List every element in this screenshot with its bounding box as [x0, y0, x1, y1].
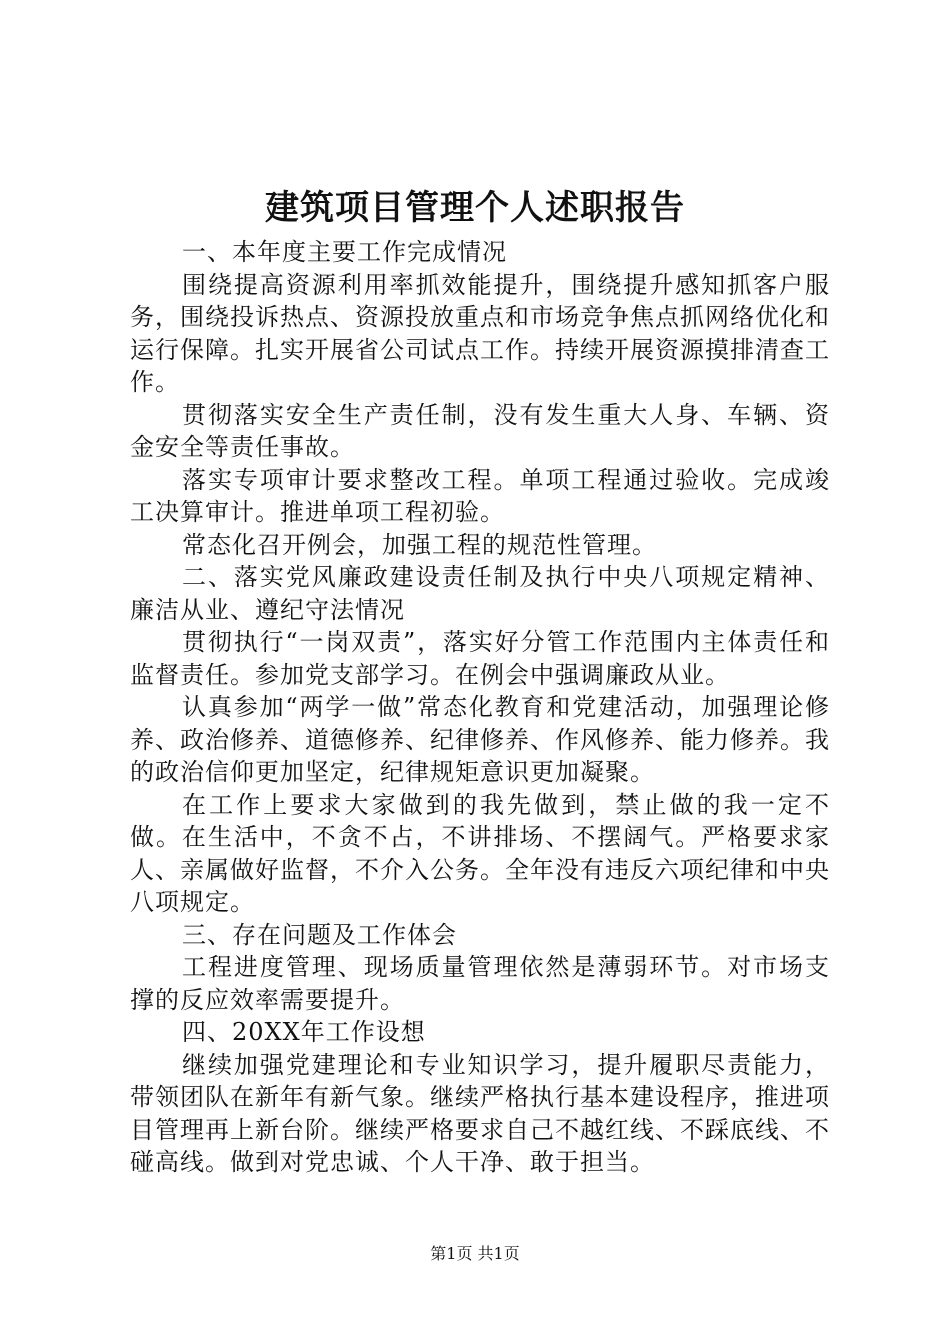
paragraph: 落实专项审计要求整改工程。单项工程通过验收。完成竣工决算审计。推进单项工程初验。: [130, 465, 830, 526]
document-body: [130, 236, 830, 1179]
paragraph: 认真参加“两学一做”常态化教育和党建活动，加强理论修养、政治修养、道德修养、纪律修养、作风修养、能力修养。我的政治信仰更加坚定，纪律规矩意识更加凝聚。: [130, 693, 830, 786]
paragraph: 继续加强党建理论和专业知识学习，提升履职尽责能力，带领团队在新年有新气象。继续严格执行基本建设程序，推进项目管理再上新台阶。继续严格要求自己不越红线、不踩底线、不碰高线。做到对党忠诚、个人干净、敢于担当。: [130, 1050, 830, 1176]
paragraph: 贯彻落实安全生产责任制，没有发生重大人身、车辆、资金安全等责任事故。: [130, 400, 830, 461]
section-heading-2: 二、落实党风廉政建设责任制及执行中央八项规定精神、廉洁从业、遵纪守法情况: [130, 563, 830, 624]
section-heading-1: 一、本年度主要工作完成情况: [182, 238, 507, 266]
paragraph: 常态化召开例会，加强工程的规范性管理。: [182, 530, 657, 559]
paragraph: 贯彻执行“一岗双责”，落实好分管工作范围内主体责任和监督责任。参加党支部学习。在例会中强调廉政从业。: [130, 628, 830, 689]
paragraph: 在工作上要求大家做到的我先做到，禁止做的我一定不做。在生活中，不贪不占，不讲排场、不摆阔气。严格要求家人、亲属做好监督，不介入公务。全年没有违反六项纪律和中央八项规定。: [130, 790, 830, 916]
section-heading-3: 三、存在问题及工作体会: [182, 920, 457, 949]
paragraph: 工程进度管理、现场质量管理依然是薄弱环节。对市场支撑的反应效率需要提升。: [130, 953, 830, 1014]
page-number-footer: 第1页 共1页: [430, 1244, 520, 1263]
document-title: 建筑项目管理个人述职报告: [265, 188, 685, 228]
paragraph: 围绕提高资源利用率抓效能提升，围绕提升感知抓客户服务，围绕投诉热点、资源投放重点和市场竞争焦点抓网络优化和运行保障。扎实开展省公司试点工作。持续开展资源摸排清查工作。: [130, 270, 830, 396]
section-heading-4: 四、20XX年工作设想: [182, 1018, 426, 1046]
